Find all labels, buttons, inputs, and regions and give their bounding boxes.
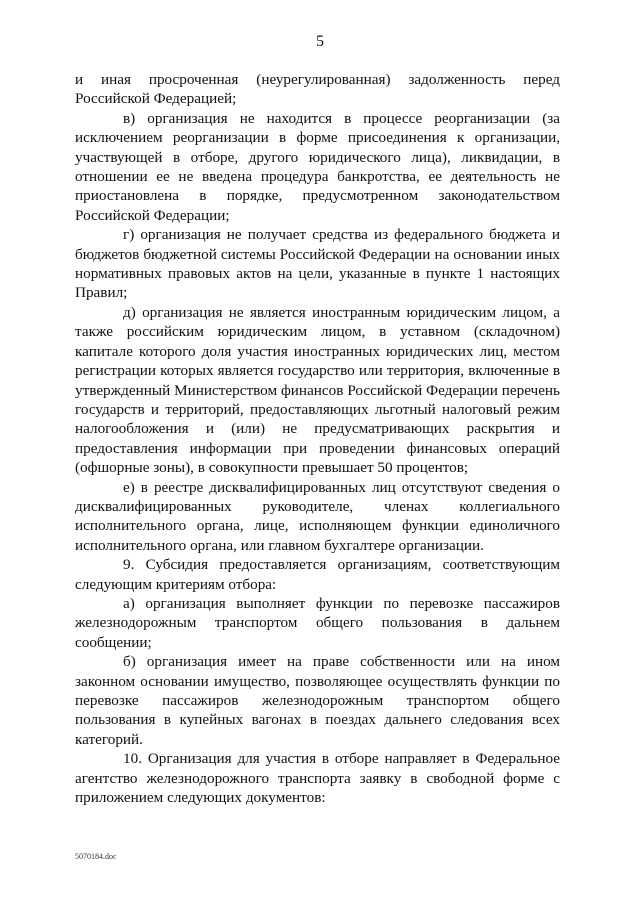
paragraph-clause-9-item-b: б) организация имеет на праве собственности или на ином законном основании имущество, позволяющее осуществлять функции по перевозке пассажиров железнодорожным транспортом общего пользования в купейных вагонах в поездах дальнего следования всех категорий.: [75, 653, 560, 748]
page-number: 5: [316, 33, 324, 50]
paragraph-item-g: г) организация не получает средства из федерального бюджета и бюджетов бюджетной системы Российской Федерации на основании иных нормативных правовых актов на цели, указанные в пункте 1 настоящих Правил;: [75, 226, 560, 302]
document-file-code: 5070184.doc: [75, 852, 117, 861]
paragraph-item-v: в) организация не находится в процессе реорганизации (за исключением реорганизации в форме присоединения к организации, участвующей в отборе, другого юридического лица), ликвидации, в отношении ее не введена процедура банкротства, ее деятельность не приостановлена в порядке, предусмотренном законодательством Российской Федерации;: [75, 109, 560, 224]
paragraph-clause-10: 10. Организация для участия в отборе направляет в Федеральное агентство железнодорожного транспорта заявку в свободной форме с приложением следующих документов:: [75, 750, 560, 807]
document-body: [75, 70, 560, 807]
paragraph-item-d: д) организация не является иностранным юридическим лицом, а также российским юридическим лицом, в уставном (складочном) капитале которого доля участия иностранных юридических лиц, местом регистрации которых является государство или территория, включенные в утвержденный Министерством финансов Российской Федерации перечень государств и территорий, предоставляющих льготный налоговый режим налогообложения и (или) не предусматривающих раскрытия и предоставления информации при проведении финансовых операций (офшорные зоны), в совокупности превышает 50 процентов;: [75, 303, 560, 477]
paragraph-clause-9-item-a: а) организация выполняет функции по перевозке пассажиров железнодорожным транспортом общего пользования в дальнем сообщении;: [75, 594, 560, 651]
paragraph-debt-continuation: и иная просроченная (неурегулированная) задолженность перед Российской Федерацией;: [75, 71, 560, 108]
paragraph-item-e: е) в реестре дисквалифицированных лиц отсутствуют сведения о дисквалифицированных руководителе, членах коллегиального исполнительного органа, лице, исполняющем функции единоличного исполнительного органа, или главном бухгалтере организации.: [75, 478, 560, 554]
paragraph-clause-9: 9. Субсидия предоставляется организациям, соответствующим следующим критериям отбора:: [75, 556, 560, 593]
